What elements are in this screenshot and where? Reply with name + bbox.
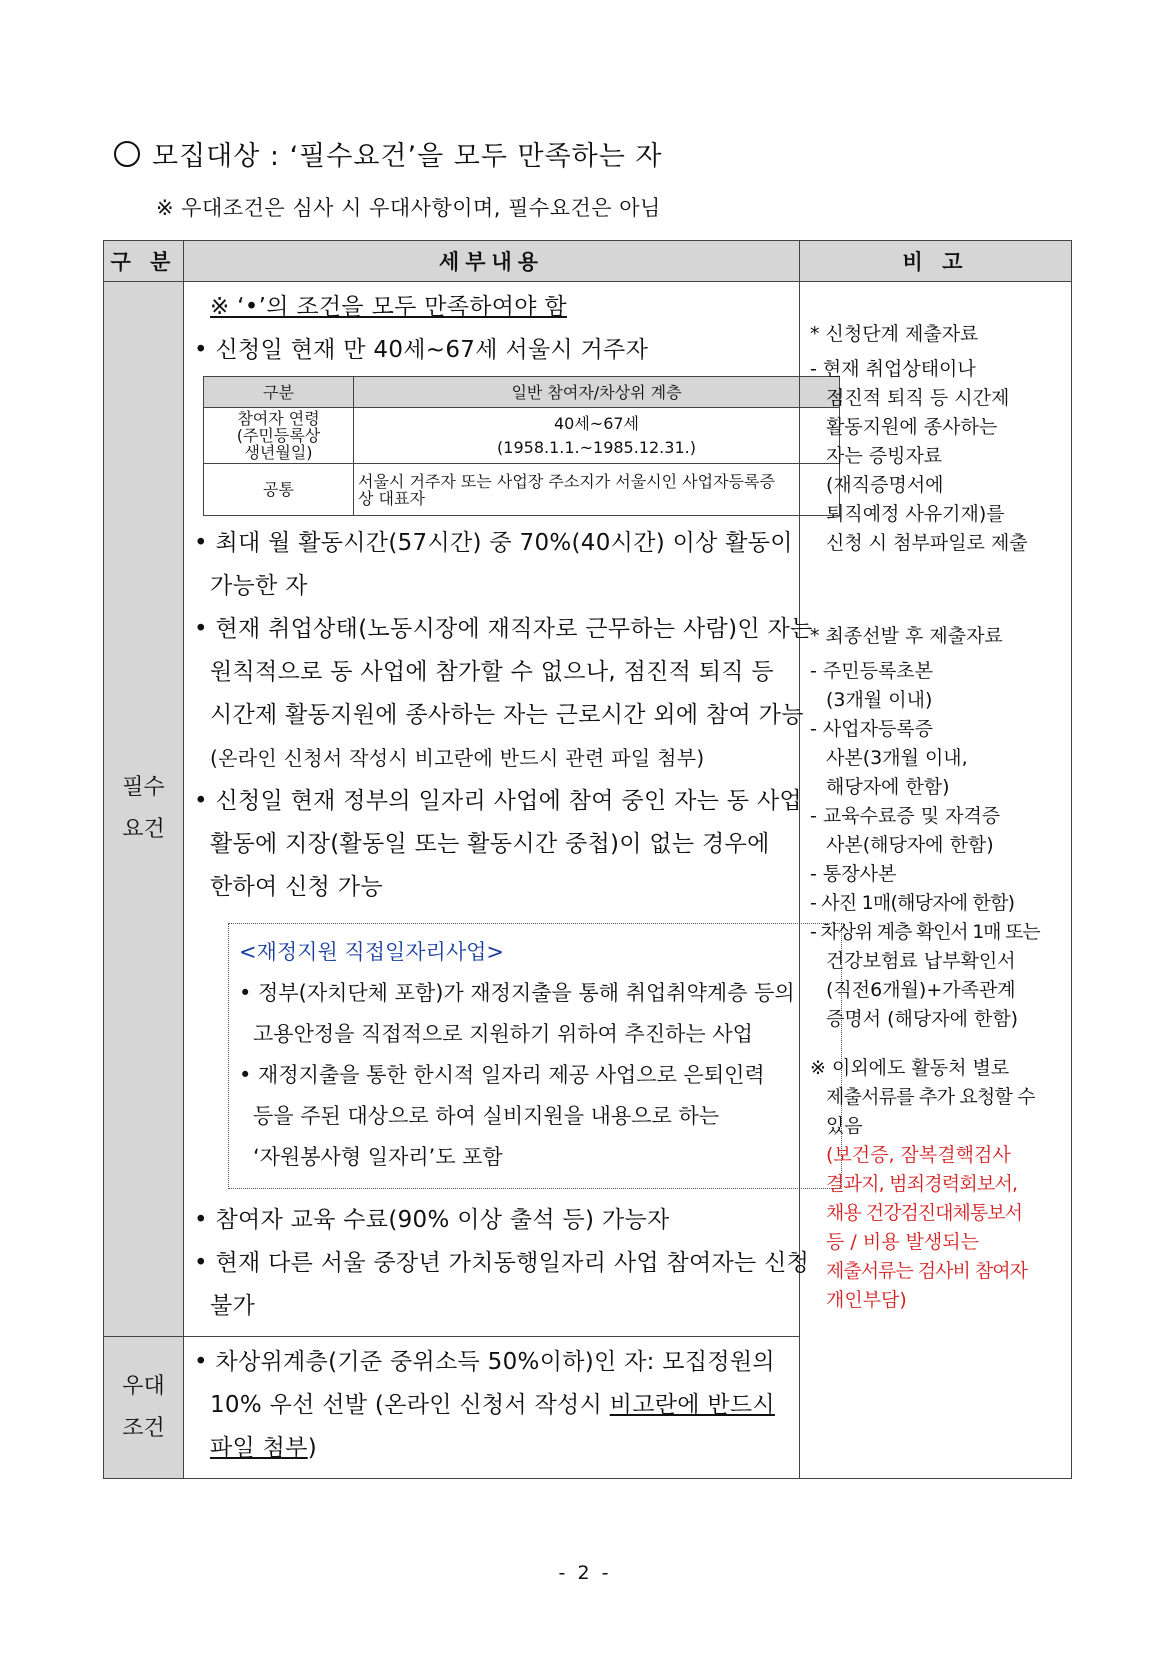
final-docs-title: * 최종선발 후 제출자료 — [810, 625, 1003, 647]
hours-requirement: • 최대 월 활동시간(57시간) 중 70%(40시간) 이상 활동이 — [194, 530, 793, 556]
age-requirement: • 신청일 현재 만 40세~67세 서울시 거주자 — [194, 337, 649, 363]
preferred-details: • 차상위계층(기준 중위소득 50%이하)인 자: 모집정원의 10% 우선 선발 (온라인 신청서 작성시 비고란에 반드시 파일 첨부) — [184, 1337, 800, 1479]
subtable-age-value: 40세~67세 (1958.1.1.~1985.12.31.) — [354, 408, 840, 464]
education-requirement: • 참여자 교육 수료(90% 이상 출석 등) 가능자 — [194, 1207, 670, 1233]
header-remarks: 비 고 — [800, 241, 1072, 282]
section-heading — [114, 134, 663, 173]
header-details: 세부내용 — [184, 241, 800, 282]
required-category: 필수 요건 — [104, 282, 184, 1337]
recruitment-table — [103, 240, 1072, 1479]
preferred-category: 우대 조건 — [104, 1337, 184, 1479]
subtable-header-category: 구분 — [204, 377, 354, 408]
header-category: 구 분 — [104, 241, 184, 282]
employment-requirement: • 현재 취업상태(노동시장에 재직자로 근무하는 사람)인 자는 — [194, 616, 813, 642]
low-income-priority: • 차상위계층(기준 중위소득 50%이하)인 자: 모집정원의 — [194, 1349, 775, 1375]
required-details: ※ ‘•’의 조건을 모두 만족하여야 함 • 신청일 현재 만 40세~67세 서울시 거주자 구분 일반 참여자/차상위 계층 참여자 연령 (주민등록상 생년월일) 40세~67세 (1958.1.1.~1985.12.31.) 공통 서울시 거주자 또는 사업장 주소지가 서울시인 사업자등록증 상 대표자 • 최대 월 활동시간(57시간) 중 70%(40시간) 이상 활동이 가능한 자 • 현재 취업상태(노동시장에 재직자로 근무하는 사람)인 자는 원칙적으로 동 사업에 참가할 수 없으나, 점진적 퇴직 등 시간제 활동지원에 종사하는 자는 근로시간 외에 참여 가능 (온라인 신청서 작성시 비고란에 반드시 관련 파일 첨부) • 신청일 현재 정부의 일자리 사업에 참여 중인 자는 동 사업 활동에 지장(활동일 또는 활동시간 중첩)이 없는 경우에 한하여 신청 가능 <재정지원 직접일자리사업> • 정부(자치단체 포함)가 재정지출을 통해 취업취약계층 등의 고용안정을 직접적으로 지원하기 위하여 추진하는 사업 • 재정지출을 통한 한시적 일자리 제공 사업으로 은퇴인력 등을 주된 대상으로 하여 실비지원을 내용으로 하는 ‘자원봉사형 일자리’도 포함 • 참여자 교육 수료(90% 이상 출석 등) 가능자 • 현재 다른 서울 중장년 가치동행일자리 사업 참여자는 신청 불가 — [184, 282, 800, 1337]
subtable-header-group: 일반 참여자/차상위 계층 — [354, 377, 840, 408]
extra-docs-note: ※ 이외에도 활동처 별로 — [810, 1057, 1010, 1079]
condition-note: ※ ‘•’의 조건을 모두 만족하여야 함 — [210, 294, 567, 320]
age-subtable — [203, 376, 840, 516]
extra-docs-examples: (보건증, 잠복결핵검사 — [826, 1144, 1011, 1166]
required-row — [104, 282, 1072, 1337]
subtable-age-label: 참여자 연령 (주민등록상 생년월일) — [204, 408, 354, 464]
government-job-requirement: • 신청일 현재 정부의 일자리 사업에 참여 중인 자는 동 사업 — [194, 788, 802, 814]
remarks-column: * 신청단계 제출자료 - 현재 취업상태이나 점진적 퇴직 등 시간제 활동지원에 종사하는 자는 증빙자료 (재직증명서에 퇴직예정 사유기재)를 신청 시 첨부파일로 제출 * 최종선발 후 제출자료 - 주민등록초본 (3개월 이내) - 사업자등록증 사본(3개월 이내, 해당자에 한함) - 교육수료증 및 자격증 사본(해당자에 한함) - 통장사본 - 사진 1매(해당자에 한함) - 차상위 계층 확인서 1매 또는 건강보험료 납부확인서 (직전6개월)+가족관계 증명서 (해당자에 한함) ※ 이외에도 활동처 별로 제출서류를 추가 요청할 수 있음 (보건증, 잠복결핵검사 결과지, 범죄경력회보서, 채용 건강검진대체통보서 등 / 비용 발생되는 제출서류는 검사비 참여자 개인부담) — [800, 282, 1072, 1479]
box-title: <재정지원 직접일자리사업> — [239, 940, 505, 964]
subtable-common-label: 공통 — [204, 464, 354, 516]
heading-text: 모집대상 : ‘필수요건’을 모두 만족하는 자 — [152, 141, 663, 172]
preference-note: ※ 우대조건은 심사 시 우대사항이며, 필수요건은 아님 — [156, 196, 661, 220]
apply-docs-title: * 신청단계 제출자료 — [810, 323, 979, 345]
direct-job-program-box: <재정지원 직접일자리사업> • 정부(자치단체 포함)가 재정지출을 통해 취업취약계층 등의 고용안정을 직접적으로 지원하기 위하여 추진하는 사업 • 재정지출을 통한 한시적 일자리 제공 사업으로 은퇴인력 등을 주된 대상으로 하여 실비지원을 내용으로 하는 ‘자원봉사형 일자리’도 포함 — [228, 923, 842, 1189]
circle-bullet-icon — [114, 141, 140, 167]
page-number: - 2 - — [558, 1562, 612, 1584]
table-header-row — [104, 241, 1072, 282]
subtable-common-value: 서울시 거주자 또는 사업장 주소지가 서울시인 사업자등록증 상 대표자 — [354, 464, 840, 516]
other-program-restriction: • 현재 다른 서울 중장년 가치동행일자리 사업 참여자는 신청 — [194, 1250, 810, 1276]
